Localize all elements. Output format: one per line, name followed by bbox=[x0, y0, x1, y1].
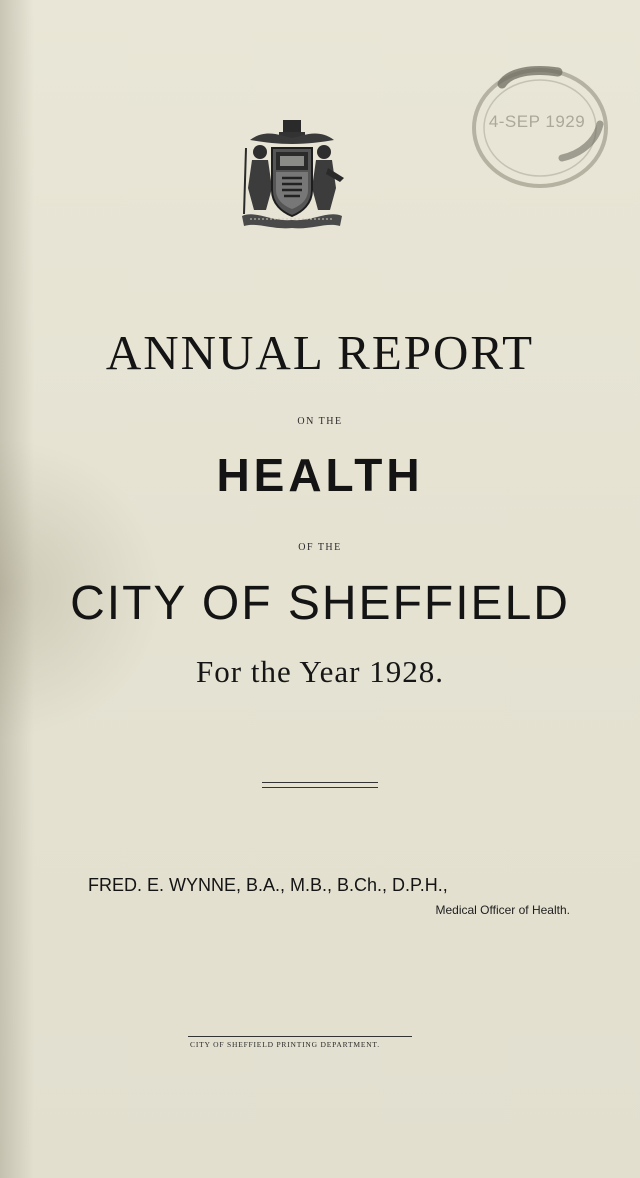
report-title: ANNUAL REPORT bbox=[105, 325, 535, 380]
receipt-stamp bbox=[440, 62, 612, 192]
of-the-connector: OF THE bbox=[298, 542, 342, 553]
city-name: CITY OF SHEFFIELD bbox=[70, 577, 570, 630]
report-subject: HEALTH bbox=[216, 449, 424, 501]
report-year: For the Year 1928. bbox=[196, 654, 444, 689]
author-title: Medical Officer of Health. bbox=[435, 903, 570, 917]
double-rule-divider bbox=[262, 782, 378, 788]
on-the-connector: ON THE bbox=[297, 416, 343, 427]
printer-imprint: CITY OF SHEFFIELD PRINTING DEPARTMENT. bbox=[190, 1040, 380, 1049]
author-name: FRED. E. WYNNE, B.A., M.B., B.Ch., D.P.H., bbox=[88, 875, 448, 895]
printer-rule-divider bbox=[188, 1036, 412, 1037]
coat-of-arms-icon bbox=[236, 118, 348, 233]
stamp-date: 4-SEP 1929 bbox=[488, 112, 586, 131]
